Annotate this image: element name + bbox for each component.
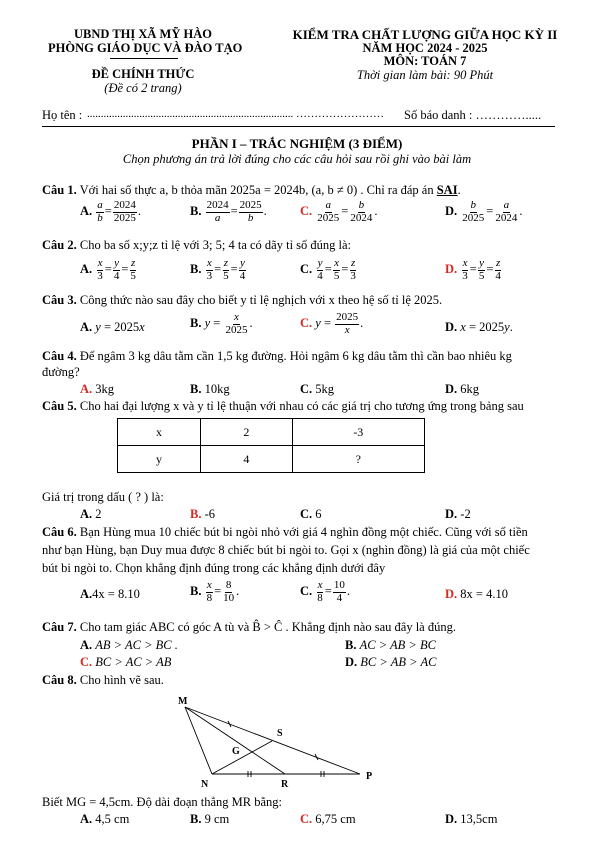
table-cell: 2 — [201, 419, 293, 446]
part-title: PHẦN I – TRẮC NGHIỆM (3 ĐIỂM) — [191, 136, 403, 151]
triangle-figure — [160, 690, 390, 795]
header-underline-left — [110, 58, 178, 59]
q7-option-d[interactable]: D. BC > AB > AC — [345, 655, 437, 669]
official-label: ĐỀ CHÍNH THỨC — [91, 67, 195, 81]
name-label: Họ tên : — [42, 108, 83, 122]
school-year: NĂM HỌC 2024 - 2025 — [362, 41, 488, 55]
q1-stem: Câu 1. Với hai số thực a, b thỏa mãn 2025a = 2024b, (a, b ≠ 0) . Chỉ ra đáp án SAI. — [42, 183, 461, 197]
dept-line1: UBND THỊ XÃ MỸ HÀO — [74, 27, 212, 41]
q7-option-a[interactable]: A. AB > AC > BC . — [80, 638, 178, 652]
q8-option-b[interactable]: B. 9 cm — [190, 812, 230, 826]
q1-option-c[interactable]: C. $\frac{a}{2025}$ = $\frac{b}{2024}$ . — [300, 199, 378, 224]
q5-option-c[interactable]: C. 6 — [300, 507, 322, 521]
value-table — [117, 418, 425, 473]
q6-stem: Câu 6. Bạn Hùng mua 10 chiếc bút bi ngòi nhỏ với giá 4 nghìn đồng một chiếc. Cũng với số tiền — [42, 525, 528, 539]
q1-option-b[interactable]: B. $\frac{2024}{a}$ = $\frac{2025}{b}$ . — [190, 199, 267, 224]
q8-option-d[interactable]: D. 13,5cm — [445, 812, 498, 826]
page-count: (Đề có 2 trang) — [104, 81, 182, 95]
q8-stem: Câu 8. Cho hình vẽ sau. — [42, 673, 164, 687]
q6-option-d[interactable]: D. 8x = 4.10 — [445, 587, 508, 601]
point-label: M — [178, 696, 188, 707]
q2-stem: Câu 2. Cho ba số x;y;z tỉ lệ với 3; 5; 4 ta có dãy tỉ số đúng là: — [42, 238, 352, 252]
table-cell: x — [118, 419, 201, 446]
point-label: R — [281, 779, 289, 790]
header-divider — [42, 126, 555, 127]
table-cell: -3 — [292, 419, 424, 446]
q4-option-d[interactable]: D. 6kg — [445, 382, 480, 396]
sbd-label: Số báo danh : …………..... — [404, 108, 542, 122]
q2-option-c[interactable]: C. $\frac{y}{4}$ = $\frac{x}{5}$ = $\frac{z}{3}$ — [300, 257, 356, 282]
q8-option-a[interactable]: A. 4,5 cm — [80, 812, 130, 826]
q5-option-a[interactable]: A. 2 — [80, 507, 102, 521]
q1-option-d[interactable]: D. $\frac{b}{2025}$ = $\frac{a}{2024}$ . — [445, 199, 523, 224]
q6-option-c[interactable]: C. $\frac{x}{8}$ = $\frac{10}{4}$ . — [300, 579, 350, 604]
q4-stem: Câu 4. Để ngâm 3 kg dâu tằm cần 1,5 kg đường. Hỏi ngâm 6 kg dâu tằm thì cần bao nhiêu kg — [42, 349, 512, 363]
table-cell: 4 — [201, 446, 293, 473]
table-cell: y — [118, 446, 201, 473]
q4-option-b[interactable]: B. 10kg — [190, 382, 230, 396]
q8-prompt: Biết MG = 4,5cm. Độ dài đoạn thẳng MR bằng: — [42, 795, 283, 809]
dept-line2: PHÒNG GIÁO DỤC VÀ ĐÀO TẠO — [48, 41, 243, 55]
point-label: N — [201, 779, 209, 790]
point-label: G — [232, 746, 240, 757]
point-label: S — [277, 728, 283, 739]
point-label: P — [366, 771, 373, 782]
q4-option-c[interactable]: C. 5kg — [300, 382, 335, 396]
q3-option-a[interactable]: A. y = 2025x — [80, 320, 145, 334]
q8-option-c[interactable]: C. 6,75 cm — [300, 812, 356, 826]
q2-option-a[interactable]: A. $\frac{x}{3}$ = $\frac{y}{4}$ = $\frac{z}{5}$ — [80, 257, 136, 282]
part-instructions: Chọn phương án trả lời đúng cho các câu hỏi sau rồi ghi vào bài làm — [122, 152, 472, 166]
q7-option-c[interactable]: C. BC > AC > AB — [80, 655, 172, 669]
q4-option-a[interactable]: A. 3kg — [80, 382, 115, 396]
q5-prompt: Giá trị trong dấu ( ? ) là: — [42, 490, 164, 504]
q3-stem: Câu 3. Công thức nào sau đây cho biết y tỉ lệ nghịch với x theo hệ số tỉ lệ 2025. — [42, 293, 443, 307]
table-row — [118, 446, 425, 473]
q2-option-d[interactable]: D. $\frac{x}{3}$ = $\frac{y}{5}$ = $\frac{z}{4}$ — [445, 257, 501, 282]
table-cell: ? — [292, 446, 424, 473]
q5-option-b[interactable]: B. -6 — [190, 507, 216, 521]
q3-option-b[interactable]: B. y = $\frac{x}{2025}$ . — [190, 311, 253, 336]
exam-title: KIỂM TRA CHẤT LƯỢNG GIỮA HỌC KỲ II — [292, 27, 558, 42]
q3-option-c[interactable]: C. y = $\frac{2025}{x}$ . — [300, 311, 364, 336]
q6-option-b[interactable]: B. $\frac{x}{8}$ = $\frac{8}{10}$ . — [190, 579, 240, 604]
q6-stem-line2: như bạn Hùng, bạn Duy mua được 8 chiếc bút bi ngòi to. Gọi x (nghìn đồng) là giá của một chiếc — [42, 543, 530, 557]
time-limit: Thời gian làm bài: 90 Phút — [356, 68, 494, 82]
name-field: ........................................................................... …………………… — [87, 108, 384, 120]
table-row — [118, 419, 425, 446]
q5-option-d[interactable]: D. -2 — [445, 507, 471, 521]
q5-stem: Câu 5. Cho hai đại lượng x và y tỉ lệ thuận với nhau có các giá trị cho tương ứng trong bảng sau — [42, 399, 524, 413]
q6-option-a[interactable]: A.4x = 8.10 — [80, 587, 140, 601]
subject: MÔN: TOÁN 7 — [383, 54, 467, 68]
q6-stem-line3: bút bi ngòi to. Chọn khẳng định đúng trong các khẳng định dưới đây — [42, 561, 386, 575]
q2-option-b[interactable]: B. $\frac{x}{3}$ = $\frac{z}{5}$ = $\frac{y}{4}$ — [190, 257, 246, 282]
q4-stem-cont: đường? — [42, 365, 80, 379]
q3-option-d[interactable]: D. x = 2025y. — [445, 320, 513, 334]
q7-stem: Câu 7. Cho tam giác ABC có góc A tù và B̂ > Ĉ . Khẳng định nào sau đây là đúng. — [42, 620, 456, 634]
q1-option-a[interactable]: A. $\frac{a}{b}$ = $\frac{2024}{2025}$ . — [80, 199, 141, 224]
q7-option-b[interactable]: B. AC > AB > BC — [345, 638, 436, 652]
